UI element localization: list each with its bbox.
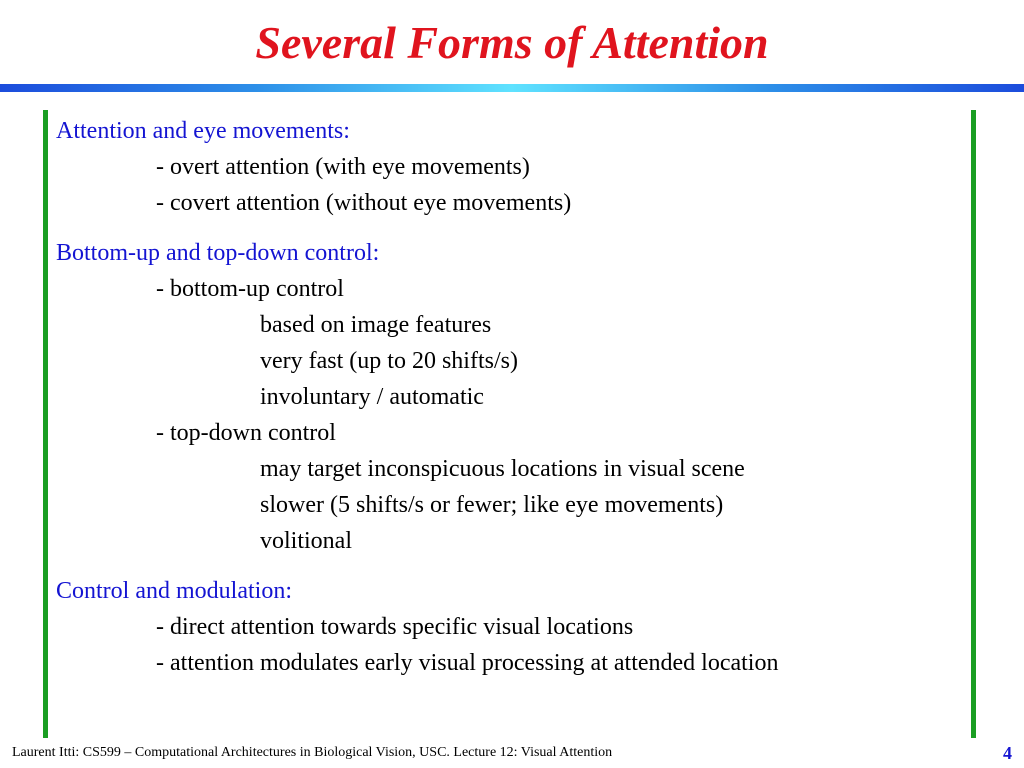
section-heading: Attention and eye movements:: [56, 118, 350, 144]
bullet-item: - top-down control: [156, 420, 336, 446]
sub-item: based on image features: [260, 312, 492, 338]
sub-item: very fast (up to 20 shifts/s): [260, 348, 518, 374]
right-accent-bar: [971, 110, 976, 738]
bullet-item: - attention modulates early visual processing at attended location: [156, 650, 779, 676]
section-heading: Control and modulation:: [56, 578, 292, 604]
section-control: [56, 235, 961, 559]
bullet-item: - bottom-up control: [156, 276, 344, 302]
slide-body: [56, 113, 961, 681]
slide-title: Several Forms of Attention: [255, 17, 769, 68]
section-eye-movements: [56, 113, 961, 221]
sub-item: may target inconspicuous locations in visual scene: [260, 456, 745, 482]
bullet-item: - overt attention (with eye movements): [156, 154, 530, 180]
sub-item: involuntary / automatic: [260, 384, 484, 410]
title-divider: [0, 84, 1024, 92]
section-heading: Bottom-up and top-down control:: [56, 240, 380, 266]
page-number: 4: [1003, 743, 1012, 763]
section-modulation: [56, 573, 961, 681]
slide-footer: Laurent Itti: CS599 – Computational Architectures in Biological Vision, USC. Lecture 12: Visual Attention: [12, 745, 613, 760]
sub-item: volitional: [260, 528, 352, 554]
bullet-item: - direct attention towards specific visual locations: [156, 614, 634, 640]
sub-item: slower (5 shifts/s or fewer; like eye movements): [260, 492, 724, 518]
bullet-item: - covert attention (without eye movements): [156, 190, 572, 216]
left-accent-bar: [43, 110, 48, 738]
